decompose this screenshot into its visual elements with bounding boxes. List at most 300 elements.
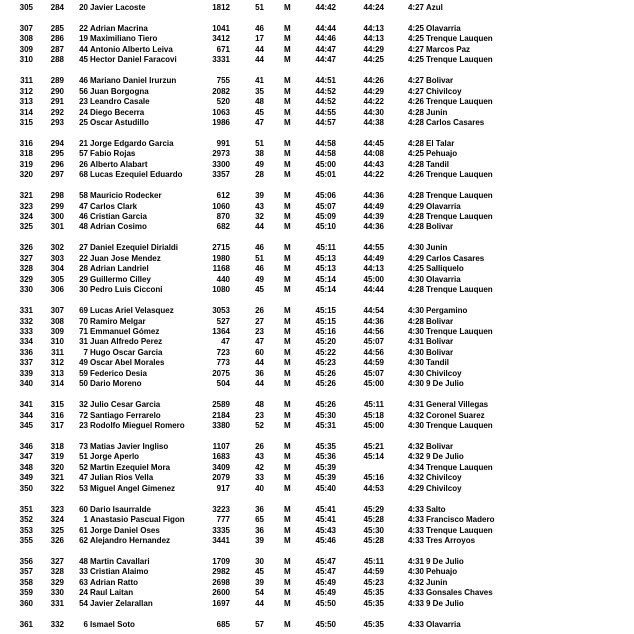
runner-name: Mauricio Rodecker: [90, 191, 162, 201]
sex: M: [284, 149, 291, 159]
position: 307: [19, 23, 33, 33]
net-time: 44:13: [363, 23, 384, 33]
category-position: 291: [50, 97, 64, 107]
age: 17: [255, 34, 264, 44]
pace: 4:33: [407, 535, 424, 545]
pace: 4:30: [407, 347, 424, 357]
category-position: 319: [50, 452, 64, 462]
table-row: [0, 599, 634, 609]
pace: 4:32: [407, 473, 424, 483]
gun-time: 45:35: [315, 441, 336, 451]
net-time: 44:56: [363, 326, 384, 336]
net-time: 45:35: [363, 598, 384, 608]
city: Bolivar: [426, 347, 454, 357]
gun-time: 44:57: [315, 117, 336, 127]
category-position: 306: [50, 285, 64, 295]
city: Olavarria: [426, 23, 461, 33]
category-position: 287: [50, 44, 64, 54]
city: Trenque Lauquen: [426, 326, 493, 336]
table-row: [0, 379, 634, 389]
category-rank: 62: [79, 535, 88, 545]
position: 320: [19, 170, 33, 180]
sex: M: [284, 598, 291, 608]
category-rank: 60: [79, 504, 88, 514]
city: Francisco Madero: [426, 515, 495, 525]
age: 65: [255, 515, 264, 525]
age: 32: [255, 212, 264, 221]
age: 36: [255, 368, 264, 378]
position: 314: [19, 107, 33, 117]
table-row: [0, 463, 634, 473]
sex: M: [284, 337, 291, 347]
gun-time: 45:31: [315, 421, 336, 430]
age: 23: [255, 326, 264, 336]
pace: 4:30: [407, 306, 424, 316]
category-rank: 30: [79, 285, 88, 295]
net-time: 44:44: [363, 285, 384, 295]
position: 327: [19, 253, 33, 263]
age: 38: [255, 149, 264, 159]
category-rank: 48: [79, 222, 88, 232]
city: Chivilcoy: [426, 368, 462, 378]
pace: 4:25: [407, 23, 424, 33]
position: 323: [19, 201, 33, 211]
gun-time: 45:23: [315, 358, 336, 368]
city: Trenque Lauquen: [426, 421, 493, 430]
gun-time: 45:47: [315, 567, 336, 577]
pace: 4:32: [407, 441, 424, 451]
category-position: 329: [50, 577, 64, 587]
category-position: 294: [50, 138, 64, 148]
bib-number: 755: [216, 76, 230, 86]
table-row: [0, 191, 634, 201]
city: Trenque Lauquen: [426, 170, 493, 180]
city: Chivilcoy: [426, 86, 462, 96]
age: 48: [255, 97, 264, 107]
runner-name: Lucas Ariel Velasquez: [90, 306, 174, 316]
sex: M: [284, 243, 291, 253]
gun-time: 45:14: [315, 285, 336, 295]
pace: 4:30: [407, 243, 424, 253]
table-row: [0, 348, 634, 358]
age: 51: [255, 253, 264, 263]
gun-time: 45:43: [315, 525, 336, 535]
gun-time: 44:55: [315, 107, 336, 117]
runner-name: Anastasio Pascual Figon: [90, 515, 185, 525]
city: Trenque Lauquen: [426, 462, 493, 472]
position: 332: [19, 316, 33, 326]
table-row: [0, 484, 634, 494]
sex: M: [284, 222, 291, 232]
age: 49: [255, 159, 264, 169]
category-position: 297: [50, 170, 64, 180]
runner-name: Adrian Landriel: [90, 264, 149, 274]
position: 330: [19, 285, 33, 295]
gun-time: 45:15: [315, 316, 336, 326]
category-position: 288: [50, 55, 64, 65]
table-row: [0, 505, 634, 515]
table-row: [0, 306, 634, 316]
net-time: 44:49: [363, 253, 384, 263]
net-time: 44:25: [363, 55, 384, 65]
age: 26: [255, 441, 264, 451]
category-rank: 1: [83, 515, 88, 525]
category-position: 318: [50, 441, 64, 451]
runner-name: Juan Jose Mendez: [90, 253, 161, 263]
net-time: 45:23: [363, 577, 384, 587]
city: 9 De Julio: [426, 556, 464, 566]
runner-name: Raul Laitan: [90, 588, 134, 598]
sex: M: [284, 619, 291, 629]
category-position: 326: [50, 535, 64, 545]
category-rank: 49: [79, 358, 88, 368]
table-row: [0, 317, 634, 327]
net-time: 45:30: [363, 525, 384, 535]
category-rank: 22: [79, 23, 88, 33]
table-row: [0, 76, 634, 86]
bib-number: 440: [216, 274, 230, 284]
table-row: [0, 358, 634, 368]
runner-name: Alejandro Hernandez: [90, 535, 171, 545]
city: Tandil: [426, 159, 449, 169]
city: Bolivar: [426, 316, 454, 326]
bib-number: 723: [216, 347, 230, 357]
sex: M: [284, 253, 291, 263]
runner-name: Mariano Daniel Irurzun: [90, 76, 177, 86]
position: 359: [19, 588, 33, 598]
table-row: [0, 87, 634, 97]
age: 36: [255, 525, 264, 535]
sex: M: [284, 264, 291, 274]
city: 9 De Julio: [426, 452, 464, 462]
position: 348: [19, 462, 33, 472]
category-rank: 32: [79, 400, 88, 410]
runner-name: Dario Moreno: [90, 379, 142, 389]
bib-number: 527: [216, 316, 230, 326]
category-rank: 71: [79, 326, 88, 336]
category-rank: 59: [79, 368, 88, 378]
category-rank: 23: [79, 97, 88, 107]
net-time: 44:54: [363, 306, 384, 316]
pace: 4:27: [407, 86, 424, 96]
runner-name: Antonio Alberto Leiva: [90, 44, 173, 54]
runner-name: Matias Javier Ingliso: [90, 441, 169, 451]
runner-name: Adrian Macrina: [90, 23, 148, 33]
city: Junin: [426, 243, 448, 253]
runner-name: Cristian Garcia: [90, 212, 147, 221]
sex: M: [284, 473, 291, 483]
position: 319: [19, 159, 33, 169]
position: 336: [19, 347, 33, 357]
category-rank: 70: [79, 316, 88, 326]
net-time: 45:28: [363, 535, 384, 545]
category-rank: 50: [79, 379, 88, 389]
city: Pehuajo: [426, 149, 458, 159]
table-row: [0, 264, 634, 274]
position: 349: [19, 473, 33, 483]
pace: 4:33: [407, 619, 424, 629]
category-rank: 68: [79, 170, 88, 180]
category-position: 300: [50, 212, 64, 221]
bib-number: 1812: [212, 3, 230, 12]
category-position: 320: [50, 462, 64, 472]
pace: 4:33: [407, 525, 424, 535]
age: 35: [255, 86, 264, 96]
table-row: [0, 55, 634, 65]
category-position: 331: [50, 598, 64, 608]
category-position: 332: [50, 619, 64, 629]
bib-number: 3300: [212, 159, 230, 169]
category-rank: 27: [79, 243, 88, 253]
sex: M: [284, 400, 291, 410]
sex: M: [284, 347, 291, 357]
net-time: 45:35: [363, 619, 384, 629]
gun-time: 44:52: [315, 86, 336, 96]
sex: M: [284, 44, 291, 54]
runner-name: Jorge Edgardo Garcia: [90, 138, 174, 148]
table-row: [0, 557, 634, 567]
sex: M: [284, 556, 291, 566]
bib-number: 1060: [212, 201, 230, 211]
bib-number: 2079: [212, 473, 230, 483]
net-time: 44:43: [363, 159, 384, 169]
gun-time: 45:26: [315, 400, 336, 410]
category-position: 295: [50, 149, 64, 159]
city: Salliquelo: [426, 264, 464, 274]
table-row: [0, 212, 634, 222]
sex: M: [284, 515, 291, 525]
net-time: 45:16: [363, 473, 384, 483]
sex: M: [284, 86, 291, 96]
category-position: 312: [50, 358, 64, 368]
net-time: 44:56: [363, 347, 384, 357]
runner-name: Miguel Angel Gimenez: [90, 483, 176, 493]
city: 9 De Julio: [426, 379, 464, 389]
sex: M: [284, 379, 291, 389]
category-rank: 47: [79, 201, 88, 211]
pace: 4:28: [407, 107, 424, 117]
bib-number: 777: [216, 515, 230, 525]
position: 340: [19, 379, 33, 389]
pace: 4:33: [407, 504, 424, 514]
category-rank: 19: [79, 34, 88, 44]
pace: 4:28: [407, 222, 424, 232]
city: Carlos Casares: [426, 253, 485, 263]
age: 47: [255, 337, 264, 347]
table-row: [0, 452, 634, 462]
pace: 4:28: [407, 285, 424, 295]
bib-number: 1697: [212, 598, 230, 608]
sex: M: [284, 3, 291, 12]
net-time: 45:28: [363, 515, 384, 525]
sex: M: [284, 368, 291, 378]
net-time: 44:39: [363, 212, 384, 221]
age: 26: [255, 306, 264, 316]
pace: 4:25: [407, 55, 424, 65]
city: Bolivar: [426, 76, 454, 86]
age: 42: [255, 462, 264, 472]
pace: 4:34: [407, 462, 424, 472]
gun-time: 44:47: [315, 44, 336, 54]
city: Bolivar: [426, 441, 454, 451]
runner-name: Julian Rios Vella: [90, 473, 154, 483]
gun-time: 45:15: [315, 306, 336, 316]
table-row: [0, 526, 634, 536]
city: Trenque Lauquen: [426, 212, 493, 221]
gun-time: 45:11: [315, 243, 336, 253]
bib-number: 1041: [212, 23, 230, 33]
category-position: 328: [50, 567, 64, 577]
net-time: 44:29: [363, 86, 384, 96]
runner-name: Dario Isaurralde: [90, 504, 151, 514]
category-rank: 22: [79, 253, 88, 263]
net-time: 44:26: [363, 76, 384, 86]
bib-number: 685: [216, 619, 230, 629]
category-rank: 44: [79, 44, 88, 54]
sex: M: [284, 421, 291, 430]
net-time: 44:13: [363, 264, 384, 274]
net-time: 45:07: [363, 337, 384, 347]
city: Pergamino: [426, 306, 468, 316]
category-rank: 51: [79, 452, 88, 462]
net-time: 44:36: [363, 191, 384, 201]
sex: M: [284, 76, 291, 86]
age: 57: [255, 619, 264, 629]
position: 341: [19, 400, 33, 410]
pace: 4:30: [407, 567, 424, 577]
pace: 4:32: [407, 577, 424, 587]
pace: 4:32: [407, 452, 424, 462]
runner-name: Leandro Casale: [90, 97, 150, 107]
gun-time: 45:40: [315, 483, 336, 493]
bib-number: 1063: [212, 107, 230, 117]
age: 28: [255, 170, 264, 180]
runner-name: Jorge Daniel Oses: [90, 525, 160, 535]
category-position: 303: [50, 253, 64, 263]
category-rank: 31: [79, 337, 88, 347]
position: 350: [19, 483, 33, 493]
city: Olavarria: [426, 619, 461, 629]
position: 358: [19, 577, 33, 587]
bib-number: 1107: [212, 441, 230, 451]
category-position: 321: [50, 473, 64, 483]
position: 339: [19, 368, 33, 378]
runner-name: Juan Borgogna: [90, 86, 149, 96]
category-position: 316: [50, 410, 64, 420]
net-time: 45:11: [363, 556, 384, 566]
position: 326: [19, 243, 33, 253]
category-position: 323: [50, 504, 64, 514]
category-rank: 61: [79, 525, 88, 535]
runner-name: Lucas Ezequiel Eduardo: [90, 170, 183, 180]
net-time: 44:36: [363, 316, 384, 326]
pace: 4:25: [407, 264, 424, 274]
sex: M: [284, 316, 291, 326]
pace: 4:26: [407, 97, 424, 107]
age: 46: [255, 243, 264, 253]
gun-time: 45:07: [315, 201, 336, 211]
bib-number: 2973: [212, 149, 230, 159]
runner-name: Hugo Oscar Garcia: [90, 347, 163, 357]
pace: 4:25: [407, 149, 424, 159]
runner-name: Oscar Abel Morales: [90, 358, 165, 368]
table-row: [0, 369, 634, 379]
table-row: [0, 588, 634, 598]
category-rank: 23: [79, 421, 88, 430]
gun-time: 45:01: [315, 170, 336, 180]
gun-time: 45:49: [315, 588, 336, 598]
city: Trenque Lauquen: [426, 191, 493, 201]
pace: 4:25: [407, 34, 424, 44]
gun-time: 44:51: [315, 76, 336, 86]
bib-number: 520: [216, 97, 230, 107]
table-row: [0, 620, 634, 630]
position: 357: [19, 567, 33, 577]
runner-name: Ramiro Melgar: [90, 316, 146, 326]
gun-time: 45:50: [315, 598, 336, 608]
bib-number: 3409: [212, 462, 230, 472]
gun-time: 45:09: [315, 212, 336, 221]
runner-name: Rodolfo Mieguel Romero: [90, 421, 185, 430]
gun-time: 45:26: [315, 368, 336, 378]
sex: M: [284, 138, 291, 148]
sex: M: [284, 358, 291, 368]
pace: 4:29: [407, 253, 424, 263]
bib-number: 2082: [212, 86, 230, 96]
table-row: [0, 442, 634, 452]
category-position: 315: [50, 400, 64, 410]
table-row: [0, 45, 634, 55]
gun-time: 45:46: [315, 535, 336, 545]
bib-number: 1980: [212, 253, 230, 263]
bib-number: 504: [216, 379, 230, 389]
runner-name: Fabio Rojas: [90, 149, 136, 159]
city: Trenque Lauquen: [426, 285, 493, 295]
bib-number: 917: [216, 483, 230, 493]
bib-number: 47: [221, 337, 230, 347]
age: 44: [255, 55, 264, 65]
position: 315: [19, 117, 33, 127]
category-position: 317: [50, 421, 64, 430]
position: 347: [19, 452, 33, 462]
runner-name: Federico Desia: [90, 368, 147, 378]
position: 308: [19, 34, 33, 44]
category-position: 330: [50, 588, 64, 598]
runner-name: Julio Cesar Garcia: [90, 400, 161, 410]
bib-number: 3335: [212, 525, 230, 535]
age: 45: [255, 285, 264, 295]
position: 356: [19, 556, 33, 566]
bib-number: 870: [216, 212, 230, 221]
table-row: [0, 400, 634, 410]
gun-time: 45:13: [315, 253, 336, 263]
table-row: [0, 578, 634, 588]
position: 360: [19, 598, 33, 608]
bib-number: 1986: [212, 117, 230, 127]
position: 331: [19, 306, 33, 316]
category-rank: 52: [79, 462, 88, 472]
position: 312: [19, 86, 33, 96]
pace: 4:28: [407, 191, 424, 201]
sex: M: [284, 159, 291, 169]
net-time: 44:22: [363, 170, 384, 180]
net-time: 45:07: [363, 368, 384, 378]
city: Trenque Lauquen: [426, 97, 493, 107]
category-rank: 48: [79, 556, 88, 566]
gun-time: 45:16: [315, 326, 336, 336]
category-position: 302: [50, 243, 64, 253]
net-time: 44:29: [363, 44, 384, 54]
